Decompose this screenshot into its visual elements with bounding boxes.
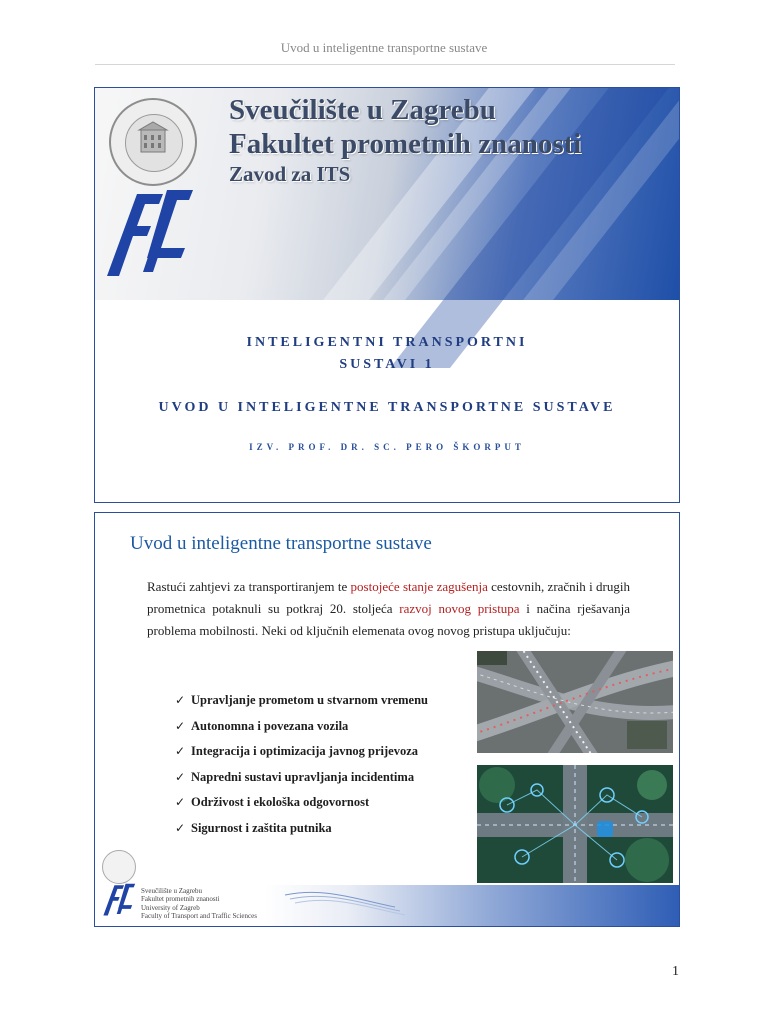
para-text-2: cestovnih, zračnih i drugih prometnica potaknuli su potkraj 20. stoljeća <box>147 579 630 616</box>
running-header: Uvod u inteligentne transportne sustave <box>280 40 488 55</box>
checkmark-icon: ✓ <box>175 693 186 707</box>
highway-interchange-image <box>477 651 673 753</box>
list-item: ✓ Sigurnost i zaštita putnika <box>175 820 332 835</box>
lecture-title: UVOD U INTELIGENTNE TRANSPORTNE SUSTAVE <box>158 400 616 415</box>
course-title-line1: INTELIGENTNI TRANSPORTNI <box>246 335 528 350</box>
header-rule <box>95 64 675 65</box>
checkmark-icon: ✓ <box>175 744 186 759</box>
fpz-logo-icon <box>107 188 197 284</box>
footer-fpz-logo-icon <box>103 883 137 921</box>
content-slide <box>94 512 680 927</box>
intro-paragraph <box>147 576 630 642</box>
slide-title: Uvod u inteligentne transportne sustave <box>130 533 432 554</box>
para-highlight-2: razvoj novog pristupa <box>399 601 520 616</box>
smart-city-traffic-image <box>477 765 673 883</box>
footer-seal-icon <box>102 850 136 884</box>
footer-institution-text: Sveučilište u Zagrebu Fakultet prometnih znanosti University of Zagreb Faculty of Transport and Traffic Sciences <box>141 887 257 920</box>
faculty-name: Fakultet prometnih znanosti <box>229 128 582 160</box>
list-item: ✓ Autonomna i povezana vozila <box>175 718 349 733</box>
author-name: IZV. PROF. DR. SC. PERO ŠKORPUT <box>249 442 525 452</box>
department-name: Zavod za ITS <box>229 162 351 186</box>
course-title-line2: SUSTAVI 1 <box>339 357 435 372</box>
list-item: ✓ Održivost i ekološka odgovornost <box>175 795 370 810</box>
checkmark-icon: ✓ <box>175 769 186 784</box>
list-item: ✓ Upravljanje prometom u stvarnom vremenu <box>175 693 429 707</box>
university-name: Sveučilište u Zagrebu <box>229 94 496 126</box>
para-highlight-1: postojeće stanje zagušenja <box>350 579 488 594</box>
checkmark-icon: ✓ <box>175 820 186 835</box>
title-banner <box>95 88 679 300</box>
list-item: ✓ Napredni sustavi upravljanja incidentima <box>175 769 415 784</box>
para-text-3: i načina rješavanja problema mobilnosti. Neki od ključnih elemenata ovog novog pristupa uključuju: <box>147 601 630 638</box>
checkmark-icon: ✓ <box>175 795 186 810</box>
key-elements-list <box>175 693 428 847</box>
list-item: ✓ Integracija i optimizacija javnog prijevoza <box>175 744 419 759</box>
checkmark-icon: ✓ <box>175 718 186 733</box>
footer-banner <box>265 885 680 927</box>
para-text-1: Rastući zahtjevi za transportiranjem te <box>147 579 351 594</box>
page-number: 1 <box>672 964 679 979</box>
university-seal-icon <box>109 98 197 186</box>
title-slide <box>94 87 680 503</box>
